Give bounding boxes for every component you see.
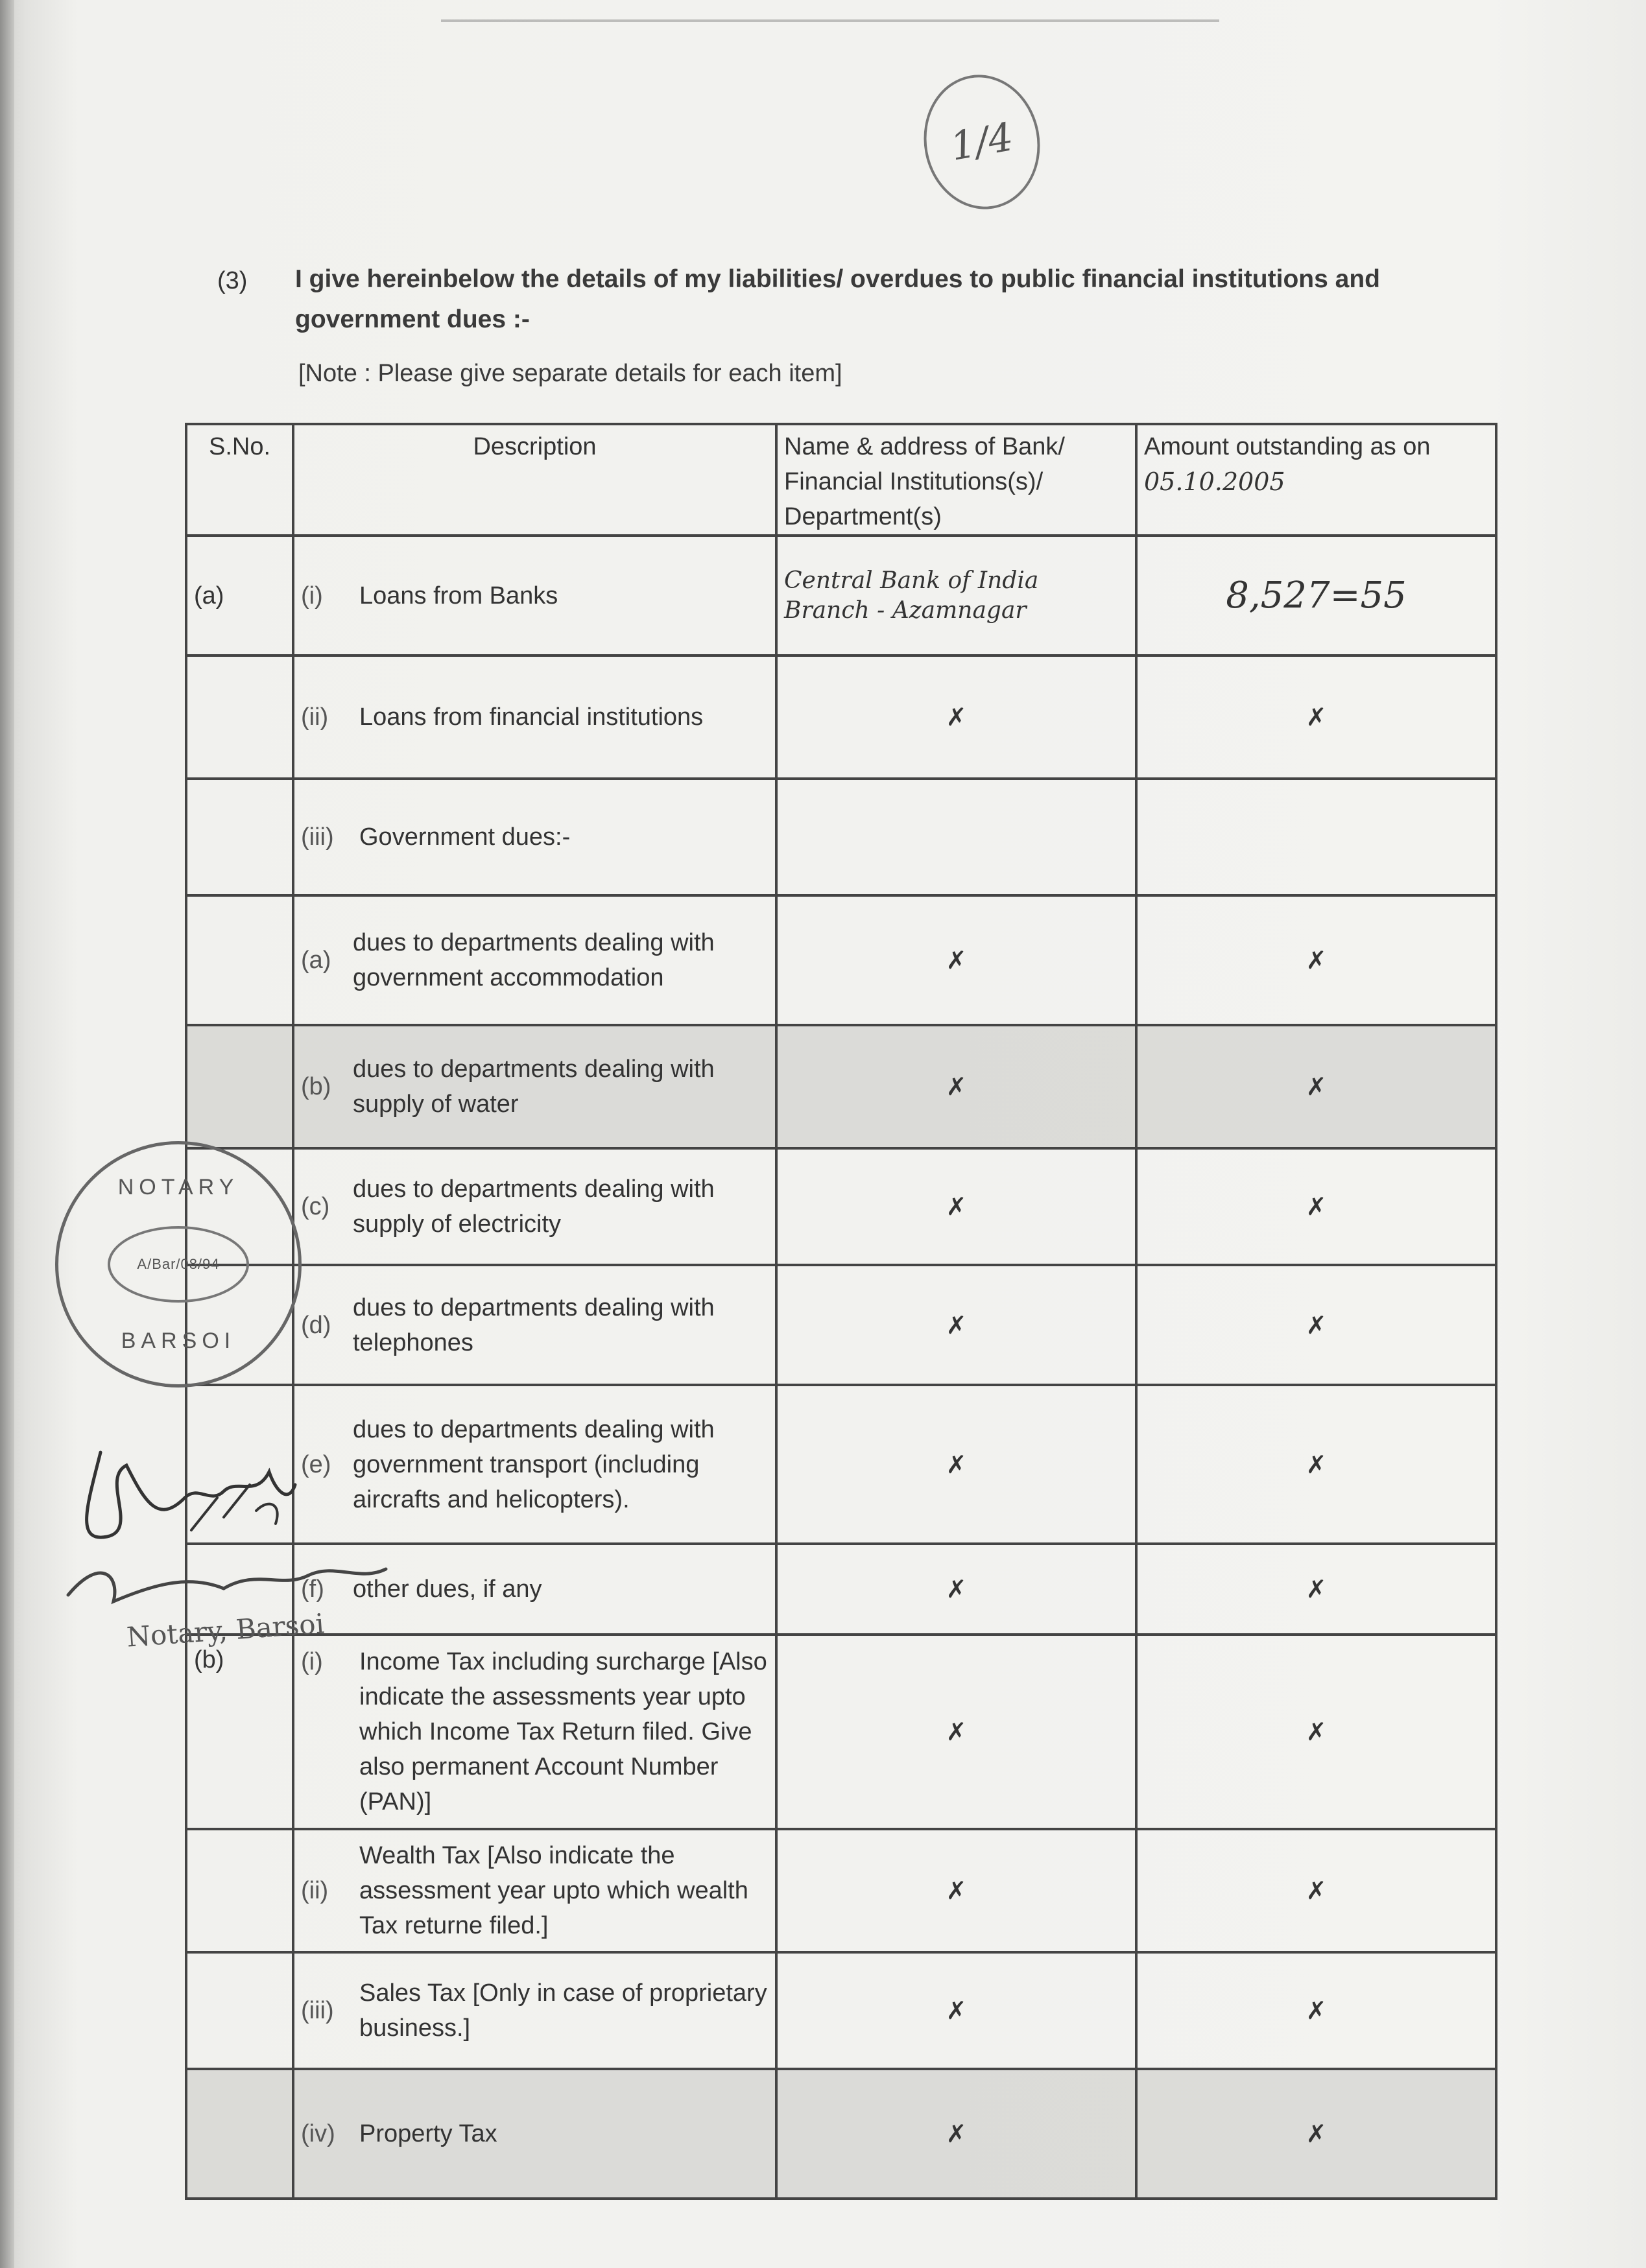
row-desc: dues to departments dealing with supply of water [353,1056,715,1118]
stamp-top-text: NOTARY [117,1175,239,1199]
header-row [186,424,1496,536]
row-govt-dues [186,779,1496,895]
stamp-middle-text: A/Bar/08/94 [137,1256,220,1272]
row-num: (b) [301,1073,331,1100]
row-loans-fi [186,656,1496,779]
row-num: (ii) [301,1877,329,1904]
cell-amount-cross: ✗ [1136,895,1496,1025]
row-num: (iv) [301,2120,335,2147]
row-num: (i) [301,1648,323,1675]
cell-desc [293,2069,776,2199]
stamp-bottom-text: BARSOI [121,1329,236,1353]
cell-sno-empty [186,656,293,779]
cell-amount-cross: ✗ [1136,1265,1496,1385]
page-number-mark [913,65,1050,219]
cell-amount-handwritten: 8,527=55 [1136,536,1496,656]
cell-desc [293,1025,776,1148]
row-desc: other dues, if any [353,1576,542,1603]
header-amount-date: 05.10.2005 [1144,467,1285,496]
row-num: (d) [301,1311,331,1339]
header-bank: Name & address of Bank/ Financial Institutions(s)/ Department(s) [776,424,1136,536]
row-property-tax [186,2069,1496,2199]
row-num: (i) [301,582,323,609]
cell-sno-empty [186,1025,293,1148]
row-telephones [186,1265,1496,1385]
cell-bank-cross: ✗ [776,1025,1136,1148]
cell-bank-cross: ✗ [776,1635,1136,1829]
cell-amount-cross: ✗ [1136,1952,1496,2069]
row-num: (c) [301,1193,330,1220]
cell-sno-b: (b) [186,1635,293,1829]
row-supply-electricity [186,1148,1496,1265]
cell-sno-empty [186,895,293,1025]
row-supply-water [186,1025,1496,1148]
row-sales-tax [186,1952,1496,2069]
scan-edge [0,0,14,2268]
row-num: (f) [301,1576,324,1603]
cell-bank-cross: ✗ [776,1952,1136,2069]
row-desc: dues to departments dealing with government transport (including aircrafts and helicopters). [353,1415,715,1513]
cell-sno-empty [186,2069,293,2199]
notary-signature [62,1426,399,1621]
cell-amount-empty [1136,779,1496,895]
item-number: (3) [217,267,248,294]
row-num: (e) [301,1450,331,1478]
row-desc: dues to departments dealing with supply of electricity [353,1175,715,1238]
row-loans-banks [186,536,1496,656]
row-wealth-tax [186,1829,1496,1952]
row-desc: Sales Tax [Only in case of proprietary business.] [359,1979,767,2042]
header-amount-prefix: Amount outstanding as on [1144,433,1431,460]
row-desc: dues to departments dealing with government accommodation [353,929,715,991]
cell-sno-empty [186,779,293,895]
cell-desc [293,1148,776,1265]
cell-bank-cross: ✗ [776,1265,1136,1385]
header-sno: S.No. [186,424,293,536]
row-desc: dues to departments dealing with telephones [353,1293,715,1356]
row-desc: Loans from Banks [359,582,558,609]
row-desc: Wealth Tax [Also indicate the assessment year upto which wealth Tax returne filed.] [359,1842,748,1939]
cell-sno-empty [186,1829,293,1952]
row-desc: Loans from financial institutions [359,703,704,731]
cell-desc [293,1952,776,2069]
cell-desc [293,656,776,779]
row-num: (ii) [301,703,329,731]
row-desc: Property Tax [359,2120,497,2147]
note-text: [Note : Please give separate details for each item] [298,360,842,387]
cell-bank-cross: ✗ [776,1544,1136,1635]
cell-amount-cross: ✗ [1136,2069,1496,2199]
cell-desc [293,1635,776,1829]
stamp-inner [108,1226,249,1303]
cell-amount-cross: ✗ [1136,1385,1496,1544]
cell-bank-cross: ✗ [776,1385,1136,1544]
cell-bank-cross: ✗ [776,895,1136,1025]
cell-desc [293,536,776,656]
cell-sno-a: (a) [186,536,293,656]
cell-bank-cross: ✗ [776,1148,1136,1265]
header-description: Description [293,424,776,536]
cell-bank-empty [776,779,1136,895]
cell-amount-cross: ✗ [1136,1829,1496,1952]
cell-bank-handwritten: Central Bank of India Branch - Azamnagar [776,536,1136,656]
notary-stamp [55,1141,302,1388]
row-desc: Government dues:- [359,823,571,851]
cell-desc [293,895,776,1025]
cell-sno-empty [186,1952,293,2069]
cell-amount-cross: ✗ [1136,1148,1496,1265]
cell-bank-cross: ✗ [776,1829,1136,1952]
cell-bank-cross: ✗ [776,2069,1136,2199]
row-income-tax [186,1635,1496,1829]
cell-amount-cross: ✗ [1136,1635,1496,1829]
row-num: (iii) [301,823,334,851]
cell-amount-cross: ✗ [1136,1544,1496,1635]
header-amount [1136,424,1496,536]
page-number-text: 1/4 [947,114,1017,170]
row-num: (iii) [301,1997,334,2024]
row-num: (a) [301,947,331,974]
cell-amount-cross: ✗ [1136,1025,1496,1148]
cell-desc [293,1829,776,1952]
notary-title: Notary, Barsoi [125,1607,326,1653]
row-desc: Income Tax including surcharge [Also indicate the assessments year upto which Income Tax Return filed. Give also permanent Account Number (PAN)] [359,1648,767,1815]
cell-desc [293,1265,776,1385]
cell-amount-cross: ✗ [1136,656,1496,779]
liabilities-table [185,423,1497,2200]
cell-desc [293,779,776,895]
top-mark [441,0,1219,22]
row-govt-accommodation [186,895,1496,1025]
intro-text: I give hereinbelow the details of my liabilities/ overdues to public financial institutions and government dues :- [295,265,1380,333]
cell-bank-cross: ✗ [776,656,1136,779]
